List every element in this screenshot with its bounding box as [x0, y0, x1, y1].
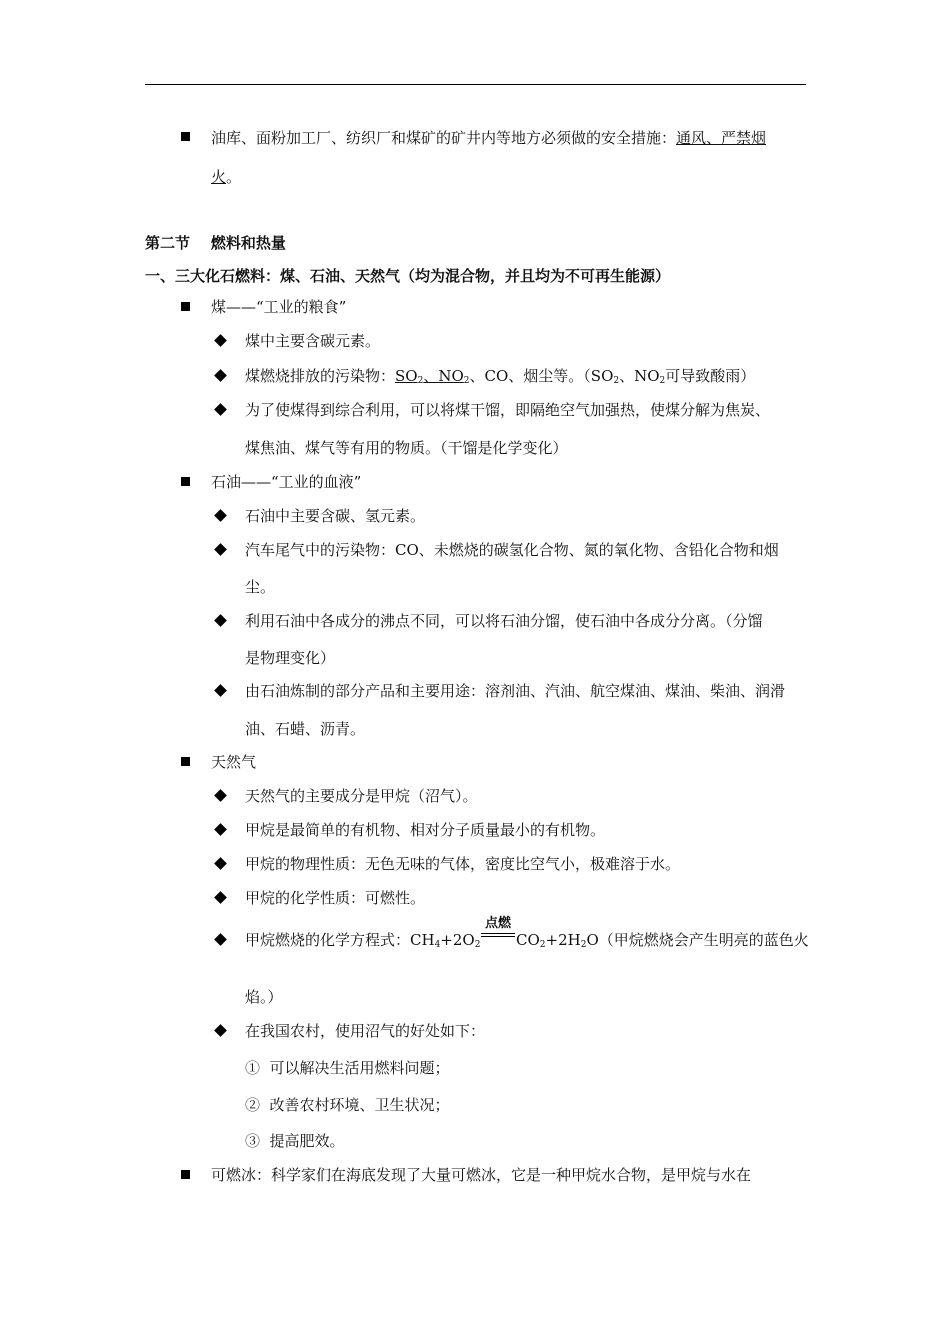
diamond-bullet-icon — [214, 823, 227, 836]
gas-item-1: 天然气的主要成分是甲烷（沼气）。 — [245, 787, 478, 805]
square-bullet-icon — [181, 757, 190, 766]
diamond-bullet-icon — [214, 684, 227, 697]
square-bullet-icon — [181, 302, 190, 311]
equals-line-top — [481, 933, 515, 934]
diamond-bullet-icon — [214, 403, 227, 416]
diamond-bullet-icon — [214, 369, 227, 382]
condition-label: 点燃 — [484, 916, 511, 931]
header-rule — [145, 84, 806, 85]
coal-title: 煤——“工业的粮食” — [211, 298, 347, 316]
oil-title: 石油——“工业的血液” — [211, 473, 362, 491]
oil-item-4-line-2: 油、石蜡、沥青。 — [245, 720, 366, 738]
diamond-bullet-icon — [214, 1024, 227, 1037]
square-bullet-icon — [181, 1170, 190, 1179]
gas-item-4: 甲烷的化学性质：可燃性。 — [245, 889, 426, 907]
gas-item-5-line-2: 焰。） — [245, 988, 283, 1006]
biogas-benefit-2: ② 改善农村环境、卫生状况； — [245, 1096, 450, 1114]
diamond-bullet-icon — [214, 334, 227, 347]
oil-item-4-line-1: 由石油炼制的部分产品和主要用途：溶剂油、汽油、航空煤油、煤油、柴油、润滑 — [245, 682, 786, 700]
oil-item-2-line-2: 尘。 — [245, 578, 276, 596]
coal-item-3-line-2: 煤焦油、煤气等有用的物质。（干馏是化学变化） — [245, 439, 568, 457]
diamond-bullet-icon — [214, 789, 227, 802]
section-title: 第二节 燃料和热量 — [145, 234, 286, 252]
square-bullet-icon — [181, 132, 190, 141]
oil-item-1: 石油中主要含碳、氢元素。 — [245, 507, 426, 525]
oil-item-3-line-1: 利用石油中各成分的沸点不同，可以将石油分馏，使石油中各成分分离。（分馏 — [245, 612, 763, 630]
gas-equation-right: $CO_2+2H_2O$（甲烷燃烧会产生明亮的蓝色火 — [516, 931, 809, 950]
square-bullet-icon — [181, 477, 190, 486]
diamond-bullet-icon — [214, 543, 227, 556]
coal-item-1: 煤中主要含碳元素。 — [245, 332, 381, 350]
diamond-bullet-icon — [214, 933, 227, 946]
intro-line-1: 油库、面粉加工厂、纺织厂和煤矿的矿井内等地方必须做的安全措施：通风、严禁烟 — [211, 129, 767, 147]
biogas-benefit-3: ③ 提高肥效。 — [245, 1132, 345, 1150]
gas-title: 天然气 — [211, 753, 257, 771]
intro-line-2: 火。 — [211, 168, 242, 186]
oil-item-2-line-1: 汽车尾气中的污染物：CO、未燃烧的碳氢化合物、氮的氧化物、含铅化合物和烟 — [245, 541, 779, 559]
diamond-bullet-icon — [214, 614, 227, 627]
biogas-benefit-1: ① 可以解决生活用燃料问题； — [245, 1059, 450, 1077]
gas-equation-left: 甲烷燃烧的化学方程式：$CH_4+2O_2$ — [245, 931, 481, 950]
gas-item-2: 甲烷是最简单的有机物、相对分子质量最小的有机物。 — [245, 821, 606, 839]
coal-item-3-line-1: 为了使煤得到综合利用，可以将煤干馏，即隔绝空气加强热，使煤分解为焦炭、 — [245, 401, 771, 419]
equals-line-bottom — [481, 936, 515, 937]
gas-item-6: 在我国农村，使用沼气的好处如下： — [245, 1022, 486, 1040]
diamond-bullet-icon — [214, 891, 227, 904]
diamond-bullet-icon — [214, 509, 227, 522]
combustible-ice: 可燃冰：科学家们在海底发现了大量可燃冰，它是一种甲烷水合物，是甲烷与水在 — [211, 1166, 752, 1184]
gas-item-3: 甲烷的物理性质：无色无味的气体，密度比空气小，极难溶于水。 — [245, 855, 681, 873]
reaction-condition — [481, 917, 515, 937]
diamond-bullet-icon — [214, 857, 227, 870]
oil-item-3-line-2: 是物理变化） — [245, 649, 336, 667]
coal-item-2: 煤燃烧排放的污染物：$SO_2$、$NO_2$、CO、烟尘等。（$SO_2$、$NO_2$可导致酸雨） — [245, 367, 756, 386]
section-heading: 一、三大化石燃料：煤、石油、天然气（均为混合物，并且均为不可再生能源） — [145, 267, 671, 285]
